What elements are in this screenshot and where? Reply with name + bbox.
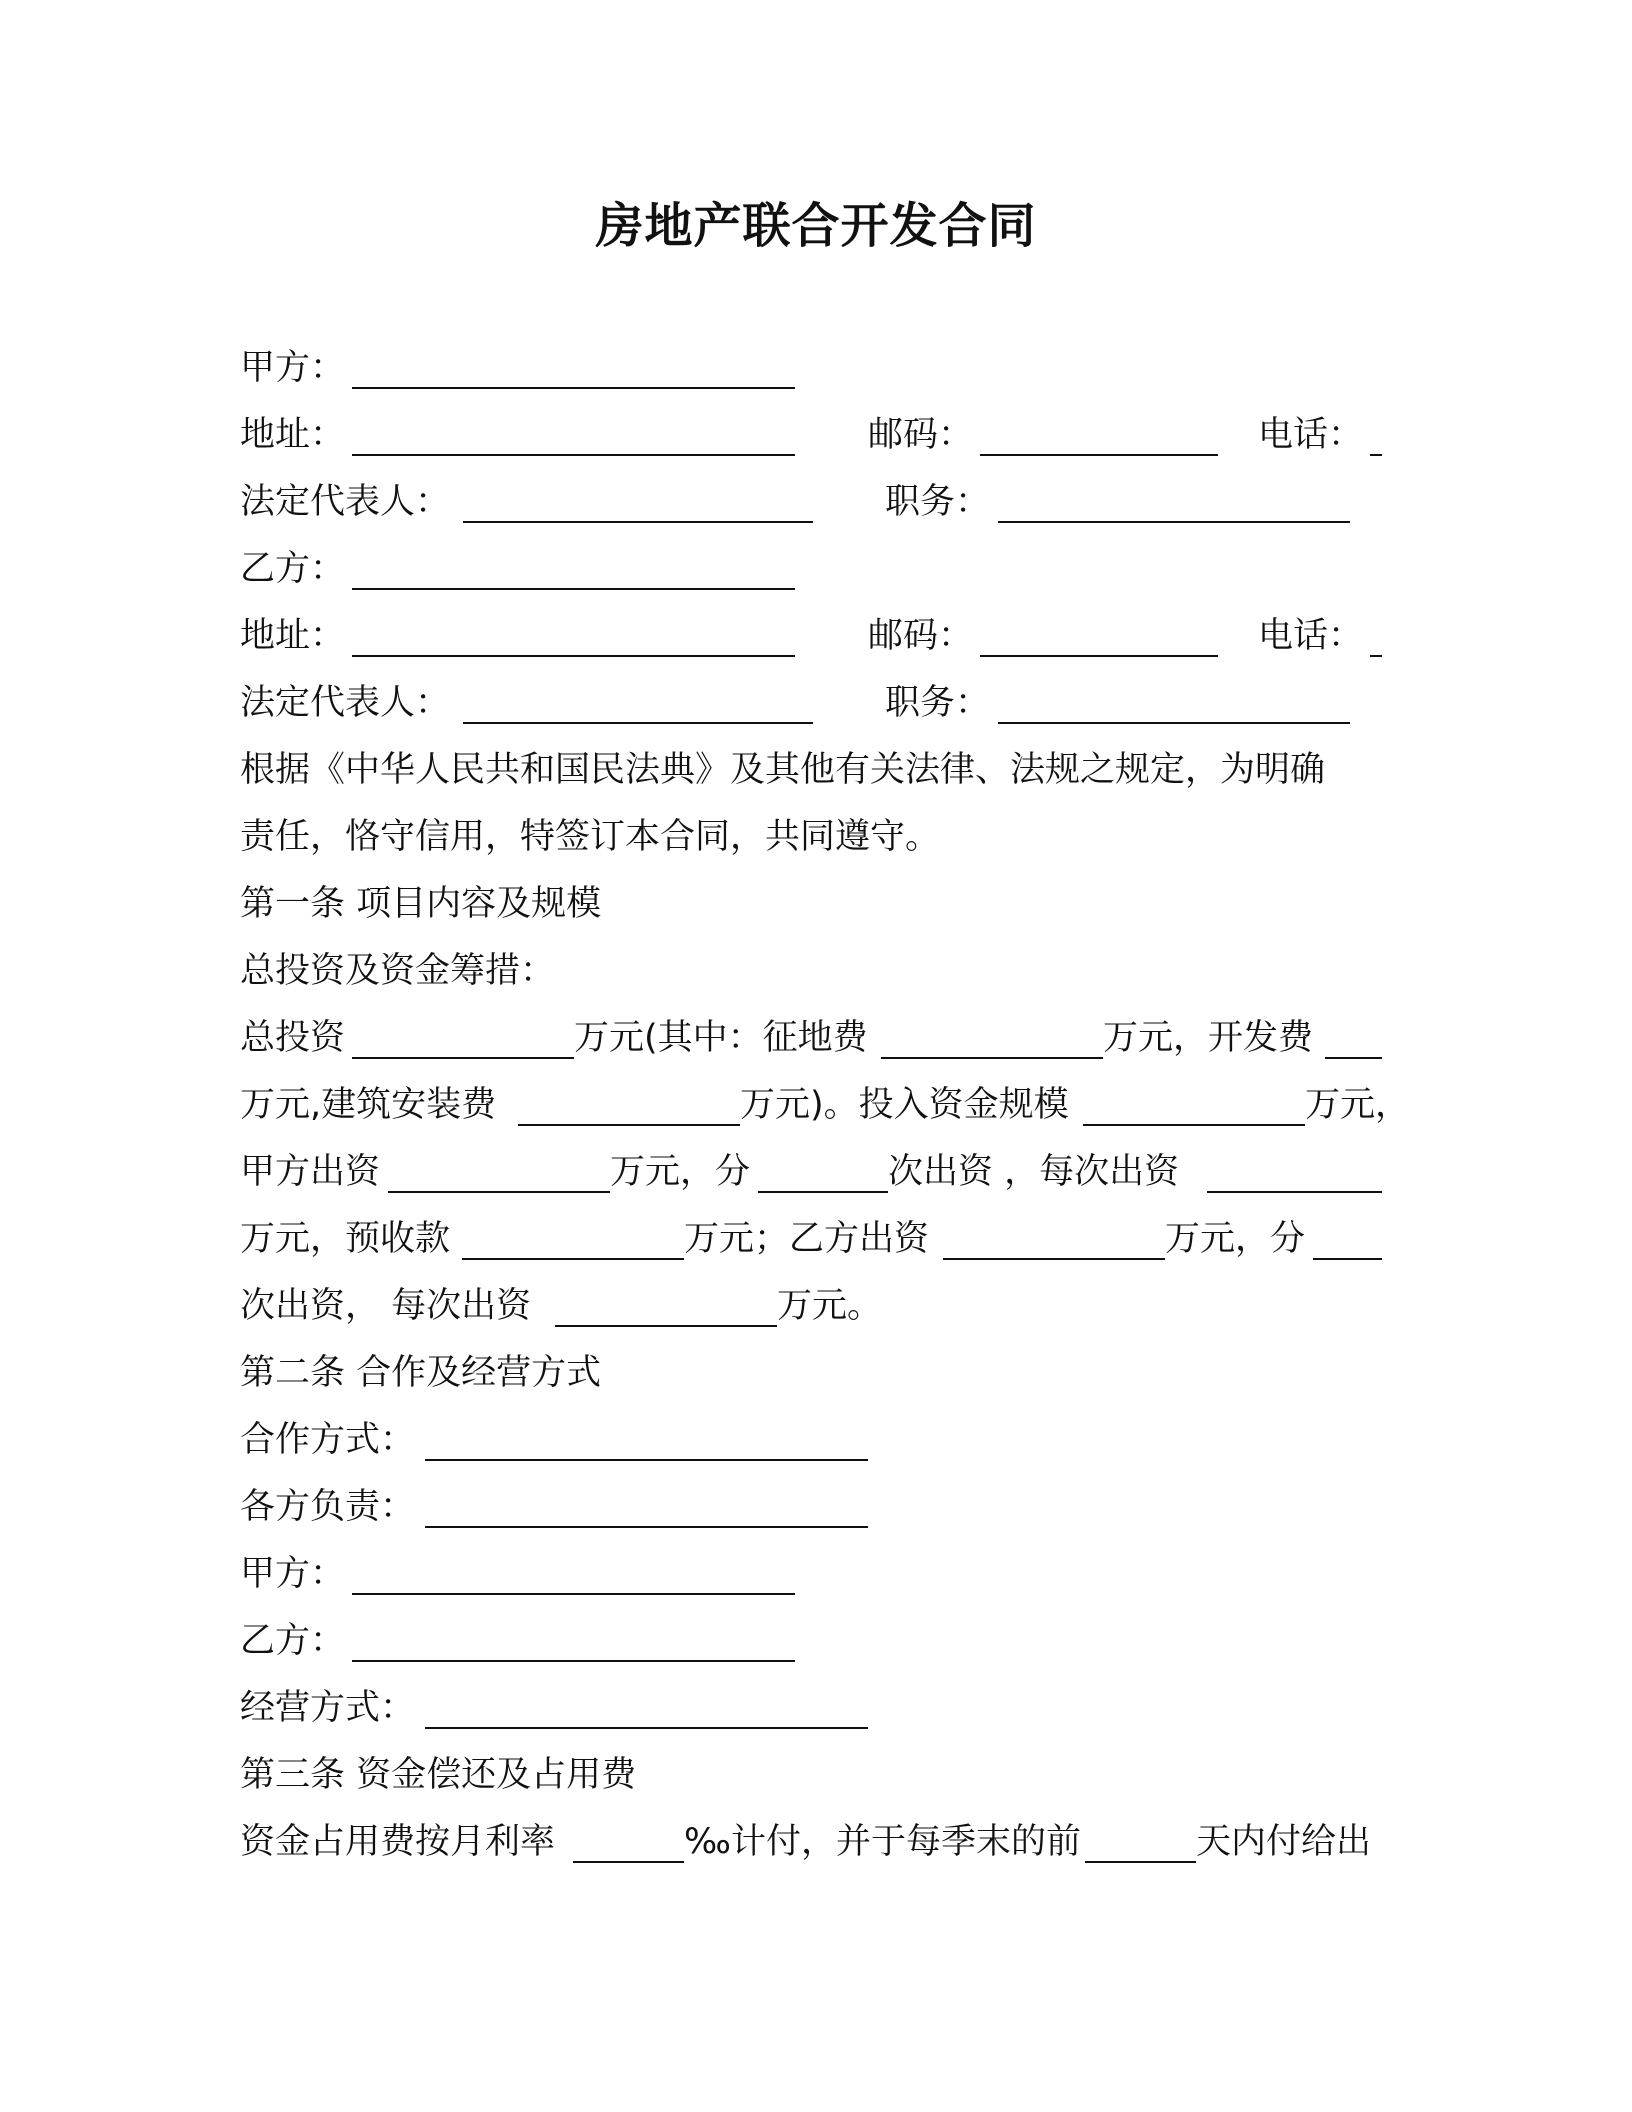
postcode-label: 邮码： <box>868 616 974 656</box>
amount-blank[interactable] <box>943 1206 1165 1260</box>
clause-text: ‰计付，并于每季末的前 <box>684 1822 1081 1862</box>
postcode-blank[interactable] <box>980 603 1218 657</box>
party-b-label: 乙方： <box>240 1621 346 1661</box>
postcode-label: 邮码： <box>868 415 974 455</box>
coop-mode-label: 合作方式： <box>240 1420 416 1460</box>
postcode-blank[interactable] <box>980 402 1218 456</box>
article-1-subheading: 总投资及资金筹措： <box>240 951 556 991</box>
position-label: 职务： <box>885 683 991 723</box>
party-b-label: 乙方： <box>240 549 346 589</box>
clause-text: 万元，分 <box>1165 1219 1306 1259</box>
coop-mode-blank[interactable] <box>425 1407 868 1461</box>
clause-text: 总投资 <box>240 1018 346 1058</box>
address-blank[interactable] <box>352 603 795 657</box>
party-b-duty-blank[interactable] <box>352 1608 795 1662</box>
position-blank[interactable] <box>998 469 1350 523</box>
clause-text: 天内付给出 <box>1196 1822 1372 1862</box>
party-a-blank[interactable] <box>352 335 795 389</box>
address-label: 地址： <box>240 616 346 656</box>
document-title: 房地产联合开发合同 <box>595 198 1037 254</box>
article-2-heading: 第二条 合作及经营方式 <box>240 1353 602 1393</box>
clause-text: 资金占用费按月利率 <box>240 1822 556 1862</box>
clause-text: 万元)。投入资金规模 <box>740 1085 1069 1125</box>
address-blank[interactable] <box>352 402 795 456</box>
days-blank[interactable] <box>1085 1809 1196 1863</box>
party-b-blank[interactable] <box>352 536 795 590</box>
party-a-duty-blank[interactable] <box>352 1541 795 1595</box>
legal-rep-label: 法定代表人： <box>240 683 451 723</box>
preamble-line: 责任，恪守信用，特签订本合同，共同遵守。 <box>240 817 941 857</box>
responsibility-blank[interactable] <box>425 1474 868 1528</box>
article-1-heading: 第一条 项目内容及规模 <box>240 884 602 924</box>
position-blank[interactable] <box>998 670 1350 724</box>
legal-rep-blank[interactable] <box>463 670 813 724</box>
address-label: 地址： <box>240 415 346 455</box>
count-blank[interactable] <box>1313 1206 1382 1260</box>
amount-blank[interactable] <box>1325 1005 1382 1059</box>
clause-text: 次出资 ，每次出资 <box>888 1152 1180 1192</box>
preamble-line: 根据《中华人民共和国民法典》及其他有关法律、法规之规定，为明确 <box>240 750 1326 790</box>
amount-blank[interactable] <box>881 1005 1103 1059</box>
clause-text: 次出资， 每次出资 <box>240 1286 532 1326</box>
clause-text: 万元，开发费 <box>1103 1018 1314 1058</box>
clause-text: 万元。 <box>777 1286 883 1326</box>
amount-blank[interactable] <box>462 1206 684 1260</box>
phone-label: 电话： <box>1258 415 1364 455</box>
position-label: 职务： <box>885 482 991 522</box>
amount-blank[interactable] <box>1083 1072 1305 1126</box>
amount-blank[interactable] <box>388 1139 610 1193</box>
clause-text: 万元,建筑安装费 <box>240 1085 497 1125</box>
legal-rep-blank[interactable] <box>463 469 813 523</box>
clause-text: 万元， <box>1305 1085 1411 1125</box>
clause-text: 甲方出资 <box>240 1152 381 1192</box>
amount-blank[interactable] <box>518 1072 740 1126</box>
operation-mode-blank[interactable] <box>425 1675 868 1729</box>
phone-label: 电话： <box>1258 616 1364 656</box>
phone-blank[interactable] <box>1370 603 1382 657</box>
clause-text: 万元，分 <box>610 1152 751 1192</box>
phone-blank[interactable] <box>1370 402 1382 456</box>
article-3-heading: 第三条 资金偿还及占用费 <box>240 1755 637 1795</box>
amount-blank[interactable] <box>1207 1139 1382 1193</box>
legal-rep-label: 法定代表人： <box>240 482 451 522</box>
rate-blank[interactable] <box>573 1809 684 1863</box>
clause-text: 万元；乙方出资 <box>684 1219 930 1259</box>
responsibility-label: 各方负责： <box>240 1487 416 1527</box>
clause-text: 万元(其中：征地费 <box>574 1018 868 1058</box>
clause-text: 万元，预收款 <box>240 1219 451 1259</box>
amount-blank[interactable] <box>555 1273 777 1327</box>
count-blank[interactable] <box>758 1139 888 1193</box>
party-a-label: 甲方： <box>240 1554 346 1594</box>
operation-mode-label: 经营方式： <box>240 1688 416 1728</box>
amount-blank[interactable] <box>352 1005 574 1059</box>
party-a-label: 甲方： <box>240 348 346 388</box>
